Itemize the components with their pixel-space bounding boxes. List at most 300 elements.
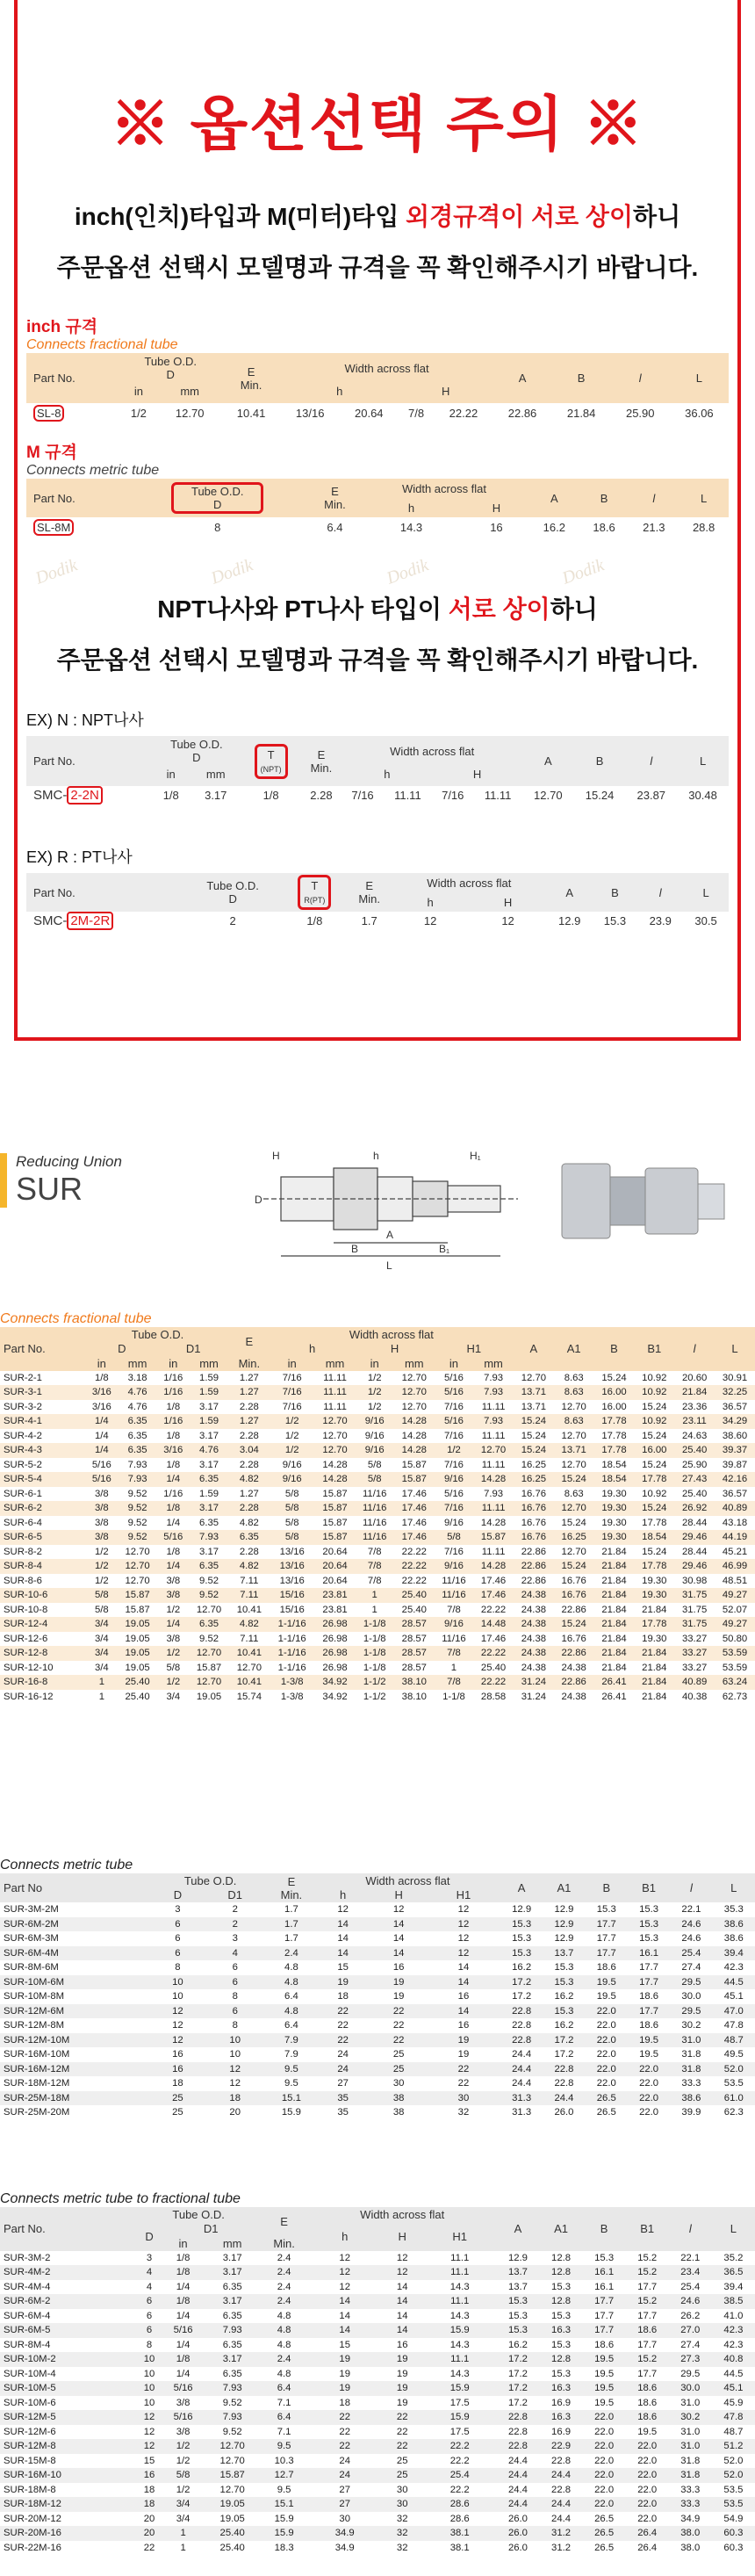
table-cell: 23.81 <box>315 1588 356 1603</box>
table-cell: 14 <box>427 2004 500 2019</box>
table-cell: 13.71 <box>554 1443 594 1458</box>
part-number-cell: SUR-6M-2 <box>0 2294 137 2309</box>
table-row <box>0 1946 755 1961</box>
table-cell: 2 <box>203 1917 268 1932</box>
table-cell: 7/8 <box>355 1559 393 1574</box>
table-cell: 4.8 <box>277 2310 291 2321</box>
table-cell: 12 <box>392 1904 405 1916</box>
table-cell: 15.87 <box>401 1459 427 1470</box>
table-cell: 9/16 <box>355 1414 393 1429</box>
table-cell: 25.40 <box>125 1691 150 1702</box>
table-cell: 15.9 <box>423 2323 496 2338</box>
table-cell: 18 <box>143 2484 155 2495</box>
table-cell: 12.70 <box>315 1414 356 1429</box>
table-cell: 23.11 <box>674 1414 715 1429</box>
table-cell: 13.71 <box>514 1385 554 1400</box>
metric-section <box>0 1858 755 2120</box>
table-row <box>0 2468 755 2483</box>
table-cell: 31.2 <box>540 2526 583 2541</box>
table-cell: 31.2 <box>551 2542 572 2553</box>
table-cell: 15.3 <box>551 2339 572 2350</box>
table-cell: 22 <box>392 2020 405 2031</box>
svg-text:A: A <box>386 1229 394 1241</box>
table-cell: 8 <box>232 1991 238 2002</box>
part-number-cell: SUR-10M-8M <box>4 1991 65 2002</box>
product-subtitle: Reducing Union <box>0 1153 122 1171</box>
table-cell: 18.54 <box>594 1472 635 1487</box>
table-cell: 11/16 <box>362 1517 387 1528</box>
table-cell: 16.1 <box>628 1946 670 1961</box>
table-cell: 1/4 <box>86 1414 118 1429</box>
table-cell: 32 <box>396 2542 408 2553</box>
table-cell: 23.81 <box>322 1604 348 1615</box>
table-cell: 17.46 <box>480 1575 507 1586</box>
table-cell: 35.3 <box>723 1904 744 1916</box>
part-number-cell: SUR-18M-12M <box>4 2078 70 2089</box>
table-cell: 2.28 <box>229 1501 270 1516</box>
table-cell: 1-1/16 <box>270 1646 315 1661</box>
table-row <box>0 1429 755 1444</box>
table-cell: 31.24 <box>521 1691 547 1702</box>
table-cell: 17.78 <box>642 1517 667 1528</box>
part-number-cell: SUR-25M-20M <box>4 2107 70 2118</box>
table-cell: 28.57 <box>401 1662 427 1673</box>
table-cell: 12 <box>229 2078 241 2089</box>
table-cell: 42.3 <box>723 2339 744 2350</box>
table-cell: 2.4 <box>268 1946 315 1961</box>
table-cell: 16.00 <box>594 1385 635 1400</box>
table-cell: 26.0 <box>507 2542 528 2553</box>
table-cell: 22 <box>381 2410 423 2425</box>
table-cell: 16.76 <box>521 1488 547 1499</box>
table-cell: 22.0 <box>637 2455 658 2466</box>
table-cell: 17.78 <box>634 1559 674 1574</box>
table-cell: 15.24 <box>514 1443 554 1458</box>
table-cell: 34.9 <box>308 2526 381 2541</box>
table-cell: 25.4 <box>670 1946 712 1961</box>
table-cell: 63.24 <box>715 1675 755 1690</box>
table-cell: 28.6 <box>423 2497 496 2512</box>
table-cell: 24.4 <box>507 2484 528 2495</box>
notice-line-1: inch(인치)타입과 M(미터)타입 외경규격이 서로 상이하니 <box>74 203 681 230</box>
table-row <box>0 2396 755 2411</box>
table-cell: 22.8 <box>551 2484 572 2495</box>
table-cell: 2.4 <box>260 2352 308 2367</box>
brand-watermark: Dodik <box>208 555 256 588</box>
table-cell: 5/16 <box>86 1472 118 1487</box>
table-cell: 16.2 <box>512 1962 532 1973</box>
table-cell: 19.30 <box>642 1575 667 1586</box>
table-cell: 12 <box>457 1904 470 1916</box>
table-cell: 7/8 <box>435 1646 473 1661</box>
table-cell: 18.54 <box>634 1530 674 1545</box>
table-cell: 19.05 <box>205 2497 260 2512</box>
table-cell: 44.5 <box>723 2368 744 2379</box>
table-cell: 11.1 <box>423 2352 496 2367</box>
table-cell: 9/16 <box>282 1459 302 1470</box>
table-cell: 11.1 <box>423 2294 496 2309</box>
table-cell: 26.98 <box>322 1662 348 1673</box>
table-cell: 9.5 <box>284 2078 298 2089</box>
table-cell: 15.87 <box>125 1604 150 1615</box>
table-cell: 25 <box>396 2455 408 2466</box>
table-cell: 8.63 <box>564 1372 584 1383</box>
table-cell: 12.9 <box>512 1904 532 1916</box>
table-cell: 5/8 <box>367 1459 382 1470</box>
table-cell: 30 <box>392 2078 405 2089</box>
table-row <box>0 2483 755 2498</box>
table-cell: 17.7 <box>596 1933 616 1945</box>
table-row <box>0 1661 755 1676</box>
table-cell: 3.17 <box>189 1501 229 1516</box>
table-cell: 15 <box>339 2339 350 2350</box>
table-cell: 9.52 <box>127 1517 147 1528</box>
table-cell: 53.5 <box>723 2484 744 2495</box>
table-row <box>0 1458 755 1473</box>
table-cell: 1/2 <box>157 1646 189 1661</box>
table-cell: 15.9 <box>260 2526 308 2541</box>
table-cell: 53.59 <box>722 1662 748 1673</box>
table-cell: 1/16 <box>157 1385 189 1400</box>
part-number-cell: SUR-4-1 <box>0 1414 86 1429</box>
table-cell: 34.92 <box>315 1675 356 1690</box>
table-cell: 7/16 <box>443 1430 464 1441</box>
table-cell: 14 <box>396 2281 408 2292</box>
table-cell: 40.38 <box>681 1691 708 1702</box>
table-cell: 3/4 <box>86 1617 118 1632</box>
table-row <box>0 1545 755 1560</box>
table-cell: 1.59 <box>199 1372 219 1383</box>
table-cell: 3.18 <box>127 1372 147 1383</box>
table-cell: 42.16 <box>715 1472 755 1487</box>
part-number-cell: SUR-6M-4M <box>0 1946 153 1961</box>
part-number-cell: SUR-12-10 <box>4 1662 54 1673</box>
part-number-cell: SUR-6M-4 <box>4 2310 51 2321</box>
table-row <box>0 1588 755 1603</box>
npt-example-table: Part No. Tube O.D. D T (NPT) E Min. Width across flat A B l L in mm h H SMC- 2-2N 1/8 3.17 1/8 2.28 7/16 11.11 7/16 11.11 12.70 15.24 23.87 30.48 <box>26 736 729 805</box>
table-cell: 20.64 <box>322 1575 348 1586</box>
table-cell: 20 <box>143 2513 155 2524</box>
table-cell: 7.11 <box>240 1575 259 1586</box>
table-cell: 31.75 <box>674 1617 715 1632</box>
table-cell: 22.86 <box>514 1559 554 1574</box>
table-cell: 1/4 <box>166 1517 181 1528</box>
table-cell: 3/4 <box>162 2497 205 2512</box>
table-cell: 11.11 <box>481 1546 506 1557</box>
table-cell: 9.52 <box>189 1588 229 1603</box>
table-cell: 19 <box>396 2368 408 2379</box>
table-cell: 52.0 <box>712 2468 755 2483</box>
table-row <box>0 2280 755 2295</box>
table-cell: 20.60 <box>681 1372 708 1383</box>
table-cell: 15.9 <box>274 2513 294 2524</box>
table-cell: 38.6 <box>670 2091 712 2106</box>
table-cell: 4 <box>137 2265 162 2280</box>
table-cell: 9.5 <box>260 2439 308 2454</box>
table-cell: 26.2 <box>680 2310 701 2321</box>
table-cell: 49.27 <box>715 1588 755 1603</box>
part-number-cell: SUR-10M-6M <box>0 1975 153 1990</box>
table-cell: 31.24 <box>514 1675 554 1690</box>
table-cell: 22.2 <box>423 2439 496 2454</box>
table-cell: 12.70 <box>196 1604 222 1615</box>
table-cell: 9.52 <box>199 1633 219 1644</box>
table-cell: 48.7 <box>723 2426 744 2437</box>
table-cell: 10.41 <box>236 1604 262 1615</box>
table-cell: 44.5 <box>713 1975 755 1990</box>
table-cell: 5/8 <box>94 1604 109 1615</box>
table-cell: 18 <box>339 2397 350 2408</box>
table-cell: 26.5 <box>594 2542 615 2553</box>
table-cell: 18.6 <box>626 2323 669 2338</box>
table-cell: 6.35 <box>118 1443 158 1458</box>
table-cell: 11/16 <box>442 1575 466 1586</box>
part-number-cell: SUR-6-5 <box>0 1530 86 1545</box>
table-cell: 10.92 <box>634 1385 674 1400</box>
table-cell: 15.3 <box>596 1904 616 1916</box>
table-cell: 40.89 <box>715 1501 755 1516</box>
table-cell: 31.8 <box>680 2455 701 2466</box>
table-row <box>0 1385 755 1400</box>
table-cell: 1/8 <box>162 2294 205 2309</box>
table-cell: 10 <box>143 2397 155 2408</box>
table-cell: 3 <box>232 1933 238 1945</box>
table-row <box>0 2381 755 2396</box>
metric-spec-caption: Connects metric tube <box>26 463 160 478</box>
table-cell: 9.52 <box>222 2426 242 2437</box>
table-cell: 6 <box>137 2294 162 2309</box>
table-cell: 9.5 <box>277 2484 291 2495</box>
table-cell: 7/16 <box>435 1501 473 1516</box>
table-cell: 13/16 <box>279 1575 305 1586</box>
table-cell: 1/2 <box>94 1546 109 1557</box>
table-cell: 19.30 <box>594 1530 635 1545</box>
part-number-cell: SUR-18M-8 <box>4 2484 56 2495</box>
table-cell: 14 <box>308 2323 381 2338</box>
table-cell: 12.70 <box>322 1430 348 1441</box>
table-cell: 15.3 <box>639 1933 659 1945</box>
table-cell: 12.70 <box>189 1646 229 1661</box>
table-cell: 17.5 <box>449 2426 470 2437</box>
table-cell: 9.52 <box>222 2397 242 2408</box>
table-cell: 22.0 <box>586 2033 628 2048</box>
table-cell: 1/2 <box>157 1675 189 1690</box>
part-number-cell: SUR-4M-2 <box>0 2265 137 2280</box>
table-cell: 1 <box>180 2542 186 2553</box>
table-cell: 31.8 <box>669 2468 712 2483</box>
table-cell: 1/4 <box>176 2368 191 2379</box>
table-cell: 4.8 <box>284 1962 298 1973</box>
table-cell: 24.63 <box>681 1430 708 1441</box>
table-cell: 24.6 <box>670 1917 712 1932</box>
table-cell: 17.5 <box>449 2397 470 2408</box>
table-cell: 12 <box>339 2281 350 2292</box>
metric-spec-table: Part No. Tube O.D. D E Min. Width across flat A B l L h H SL-8M 8 6.4 14.3 16 16.2 18.6 21.3 28.8 <box>26 479 729 538</box>
table-cell: 15.24 <box>642 1401 667 1412</box>
table-cell: 26.5 <box>586 2091 628 2106</box>
table-cell: 3.17 <box>199 1430 219 1441</box>
table-cell: 15.3 <box>543 2004 585 2019</box>
table-cell: 31.0 <box>670 2033 712 2048</box>
table-cell: 7.9 <box>268 2033 315 2048</box>
table-cell: 10 <box>153 1975 202 1990</box>
table-cell: 11.11 <box>481 1430 506 1441</box>
table-cell: 16.9 <box>551 2397 572 2408</box>
table-cell: 15.3 <box>512 1933 532 1945</box>
table-row <box>0 1989 755 2004</box>
table-cell: 12.70 <box>125 1575 150 1586</box>
table-cell: 5/8 <box>355 1472 393 1487</box>
table-cell: 7/16 <box>270 1385 315 1400</box>
table-cell: 38.0 <box>680 2542 701 2553</box>
part-number-cell: SUR-18M-12 <box>0 2497 137 2512</box>
table-cell: 22 <box>315 2004 371 2019</box>
table-cell: 60.3 <box>712 2526 755 2541</box>
table-cell: 12.8 <box>540 2294 583 2309</box>
table-cell: 16.76 <box>521 1517 547 1528</box>
table-cell: 19.5 <box>628 2033 670 2048</box>
table-cell: 32 <box>396 2513 408 2524</box>
svg-text:L: L <box>386 1259 392 1272</box>
table-cell: 22.1 <box>681 1904 701 1916</box>
table-cell: 7.9 <box>284 2049 298 2060</box>
table-cell: 14 <box>315 1946 371 1961</box>
table-cell: 12.8 <box>551 2252 572 2263</box>
table-cell: 30.98 <box>681 1575 708 1586</box>
table-cell: 15.87 <box>205 2468 260 2483</box>
table-cell: 15.3 <box>551 2281 572 2292</box>
table-cell: 24.38 <box>514 1617 554 1632</box>
part-number-cell: SUR-22M-16 <box>4 2542 61 2553</box>
table-cell: 10 <box>137 2352 162 2367</box>
table-cell: 30 <box>427 2091 500 2106</box>
part-number-cell: SUR-8-4 <box>0 1559 86 1574</box>
table-cell: 27 <box>339 2484 350 2495</box>
table-cell: 45.1 <box>723 1991 744 2002</box>
table-cell: 1-3/8 <box>280 1691 304 1702</box>
table-cell: 25.40 <box>394 1588 435 1603</box>
table-cell: 1-1/2 <box>355 1675 393 1690</box>
table-cell: 24.38 <box>561 1691 586 1702</box>
table-cell: 1/2 <box>176 2484 191 2495</box>
table-cell: 3.17 <box>205 2265 260 2280</box>
table-cell: 24.4 <box>512 2078 532 2089</box>
table-cell: 1 <box>355 1588 393 1603</box>
table-cell: 12.70 <box>561 1546 586 1557</box>
table-cell: 22.0 <box>626 2497 669 2512</box>
table-cell: 3 <box>175 1904 181 1916</box>
table-cell: 3.04 <box>229 1443 270 1458</box>
table-cell: 14 <box>339 2310 350 2321</box>
table-cell: 21.84 <box>634 1646 674 1661</box>
table-cell: 14 <box>381 2323 423 2338</box>
table-cell: 18 <box>137 2497 162 2512</box>
table-cell: 1/2 <box>94 1575 109 1586</box>
table-cell: 1/8 <box>166 1430 181 1441</box>
table-cell: 3/16 <box>157 1443 189 1458</box>
table-cell: 8.63 <box>554 1414 594 1429</box>
brand-watermark: Dodik <box>384 555 432 588</box>
table-row <box>0 2425 755 2440</box>
table-cell: 26.4 <box>637 2542 658 2553</box>
table-cell: 1/4 <box>176 2339 191 2350</box>
table-cell: 53.5 <box>723 2078 744 2089</box>
table-cell: 17.2 <box>496 2352 539 2367</box>
table-cell: 6 <box>137 2323 162 2338</box>
table-cell: 12.70 <box>561 1430 586 1441</box>
table-row <box>0 1559 755 1574</box>
table-cell: 6 <box>232 1962 238 1973</box>
table-cell: 1-1/16 <box>270 1617 315 1632</box>
table-cell: 19 <box>339 2368 350 2379</box>
table-cell: 1/16 <box>163 1488 183 1499</box>
table-cell: 27.4 <box>680 2339 701 2350</box>
table-cell: 12.9 <box>507 2252 528 2263</box>
table-cell: 6 <box>146 2310 153 2321</box>
table-cell: 10.41 <box>229 1646 270 1661</box>
table-cell: 5/16 <box>435 1414 473 1429</box>
table-cell: 6.35 <box>222 2281 242 2292</box>
table-cell: 15.2 <box>626 2265 669 2280</box>
table-cell: 5/8 <box>270 1530 315 1545</box>
table-cell: 19 <box>308 2352 381 2367</box>
table-cell: 19.30 <box>594 1501 635 1516</box>
part-number-cell: SUR-6M-2M <box>0 1917 153 1932</box>
table-cell: 19 <box>381 2381 423 2396</box>
table-cell: 1/16 <box>163 1372 183 1383</box>
metric-caption: Connects metric tube <box>0 1858 133 1872</box>
fractional-table: Part No. Tube O.D. E Width across flat A A1 B B1 l L D D1 h H H1 in mm in mm Min. in mm in mm in mm SUR-2-1 1/8 3.18 1/16 1.59 1.27 7/16 11.11 1/2 12.70 5/16 7.93 12.70 8.63 15.24 10.92 20.60 30.91 SUR-3-1 3/16 4.76 1/16 1.59 1.27 7/16 11.11 1/2 12.70 5/16 7.93 13.71 8.63 16.00 10.92 21.84 32.25 SUR-3-2 3/16 4.76 1/8 3.17 2.28 7/16 11.11 1/2 12.70 7/16 11.11 13.71 12.70 16.00 15.24 23.36 36.57 SUR-4-1 1/4 6.35 1/16 1.59 1.27 1/2 12.70 9/16 14.28 5/16 7.93 15.24 8.63 17.78 10.92 23.11 34.29 SUR-4-2 1/4 6.35 1/8 3.17 2.28 1/2 12.70 9/16 14.28 7/16 11.11 15.24 12.70 17.78 15.24 24.63 38.60 SUR-4-3 1/4 6.35 3/16 4.76 3.04 1/2 12.70 9/16 14.28 1/2 12.70 15.24 13.71 17.78 16.00 25.40 39.37 SUR-5-2 5/16 7.93 1/8 3.17 2.28 9/16 14.28 5/8 15.87 7/16 11.11 16.25 12.70 18.54 15.24 25.90 39.87 SUR-5-4 5/16 7.93 1/4 6.35 4.82 9/16 14.28 5/8 15.87 9/16 14.28 16.25 15.24 18.54 17.78 27.43 42.16 SUR-6-1 3/8 9.52 1/16 1.59 1.27 5/8 15.87 11/16 17.46 5/16 7.93 16.76 8.63 19.30 10.92 25.40 36.57 SUR-6-2 3/8 9.52 1/8 3.17 2.28 5/8 15.87 11/16 17.46 7/16 11.11 16.76 12.70 19.30 15.24 26.92 40.89 SUR-6-4 3/8 9.52 1/4 6.35 4.82 5/8 15.87 11/16 17.46 9/16 14.28 16.76 15.24 19.30 17.78 28.44 43.18 SUR-6-5 3/8 9.52 5/16 7.93 6.35 5/8 15.87 11/16 17.46 5/8 15.87 16.76 16.25 19.30 18.54 29.46 44.19 SUR-8-2 1/2 12.70 1/8 3.17 2.28 13/16 20.64 7/8 22.22 7/16 11.11 22.86 12.70 21.84 15.24 28.44 45.21 SUR-8-4 1/2 12.70 1/4 6.35 4.82 13/16 20.64 7/8 22.22 9/16 14.28 22.86 15.24 21.84 17.78 29.46 46.99 SUR-8-6 1/2 12.70 3/8 9.52 7.11 13/16 20.64 7/8 22.22 11/16 17.46 22.86 16.76 21.84 19.30 30.98 48.51 SUR-10-6 5/8 15.87 3/8 9.52 7.11 15/16 23.81 1 25.40 11/16 17.46 24.38 16.76 21.84 19.30 31.75 49.27 SUR-10-8 5/8 15.87 1/2 12.70 10.41 15/16 23.81 1 25.40 7/8 22.22 24.38 22.86 21.84 21.84 31.75 52.07 SUR-12-4 3/4 19.05 1/4 6.35 4.82 1-1/16 26.98 1-1/8 28.57 9/16 14.48 24.38 15.24 21.84 17.78 31.75 49.27 SUR-12-6 3/4 19.05 3/8 9.52 7.11 1-1/16 26.98 1-1/8 28.57 11/16 17.46 24.38 16.76 21.84 19.30 33.27 50.80 SUR-12-8 3/4 19.05 1/2 12.70 10.41 1-1/16 26.98 1-1/8 28.57 7/8 22.22 24.38 22.86 21.84 21.84 33.27 53.59 SUR-12-10 3/4 19.05 5/8 15.87 12.70 1-1/16 26.98 1-1/8 28.57 1 25.40 24.38 24.38 21.84 21.84 33.27 53.59 SUR-16-8 1 25.40 1/2 12.70 10.41 1-3/8 34.92 1-1/2 38.10 7/8 22.22 31.24 22.86 26.41 21.84 40.89 63.24 SUR-16-12 1 25.40 3/4 19.05 15.74 1-3/8 34.92 1-1/2 38.10 1-1/8 28.58 31.24 24.38 26.41 21.84 40.38 62.73 <box>0 1327 755 1704</box>
table-cell: 33.27 <box>674 1646 715 1661</box>
table-cell: 16.3 <box>540 2381 583 2396</box>
table-cell: 1 <box>450 1662 457 1673</box>
table-cell: 24.38 <box>561 1662 586 1673</box>
table-cell: 9.52 <box>118 1501 158 1516</box>
table-cell: 3.17 <box>205 2294 260 2309</box>
table-cell: 15.9 <box>423 2381 496 2396</box>
table-cell: 6.35 <box>118 1414 158 1429</box>
table-cell: 1/8 <box>157 1501 189 1516</box>
table-cell: 18.6 <box>637 2397 658 2408</box>
table-cell: 19.5 <box>586 1975 628 1990</box>
table-cell: 12 <box>396 2252 408 2263</box>
table-cell: 21.84 <box>601 1546 627 1557</box>
table-cell: 7/16 <box>443 1546 464 1557</box>
table-cell: 17.7 <box>583 2294 626 2309</box>
table-cell: 31.3 <box>500 2091 543 2106</box>
part-number-cell: SUR-12M-8 <box>0 2439 137 2454</box>
table-cell: 3/4 <box>166 1691 181 1702</box>
table-cell: 15.3 <box>639 1904 659 1916</box>
table-cell: 3/8 <box>94 1488 109 1499</box>
table-cell: 2.4 <box>260 2265 308 2280</box>
table-cell: 22.0 <box>594 2426 615 2437</box>
table-cell: 6.35 <box>222 2310 242 2321</box>
table-cell: 3/8 <box>176 2397 191 2408</box>
part-number-cell: SUR-6M-5 <box>0 2323 137 2338</box>
table-cell: 16.2 <box>554 1991 574 2002</box>
table-cell: 39.4 <box>713 1946 755 1961</box>
table-cell: 45.21 <box>722 1546 748 1557</box>
table-cell: 16.00 <box>634 1443 674 1458</box>
table-cell: 7.1 <box>277 2426 291 2437</box>
table-cell: 25.90 <box>681 1459 708 1470</box>
npt-part-suffix: 2-2N <box>67 786 103 805</box>
table-cell: 16.2 <box>554 2020 574 2031</box>
table-cell: 14 <box>396 2310 408 2321</box>
table-cell: 9.5 <box>268 2062 315 2077</box>
table-cell: 22.0 <box>628 2091 670 2106</box>
